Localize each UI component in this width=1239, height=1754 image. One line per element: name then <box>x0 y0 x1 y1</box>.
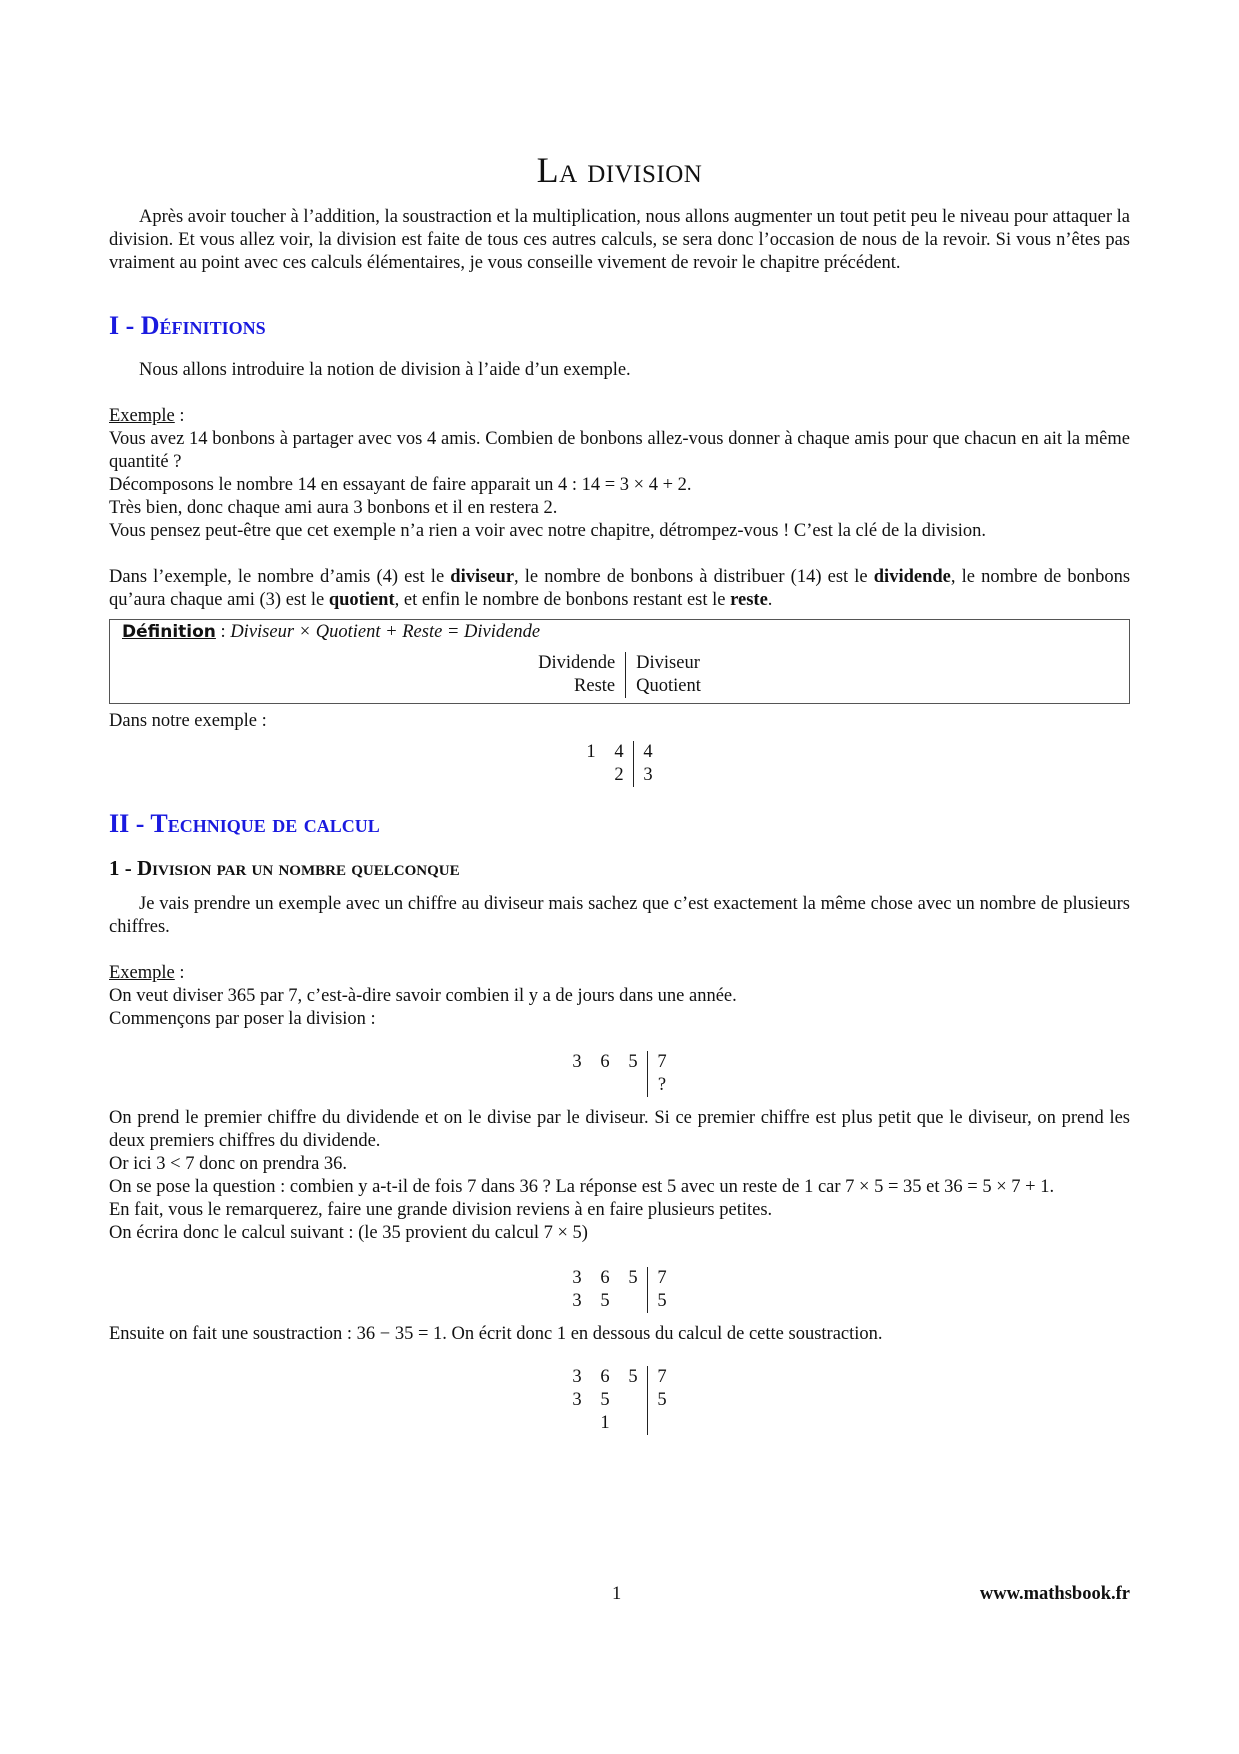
explain-line-1: On prend le premier chiffre du dividende et on le divise par le diviseur. Si ce premier chiffre est plus petit que le diviseur, on prend les deux premiers chiffres du dividende. <box>109 1108 1130 1151</box>
definition-formula: Diviseur × Quotient + Reste = Dividende <box>230 622 541 642</box>
example-intro: Dans notre exemple : <box>109 711 267 731</box>
example-label-line: Exemple : <box>109 406 185 426</box>
example2-line-2: Commençons par poser la division : <box>109 1009 376 1029</box>
terms-paragraph: Dans l’exemple, le nombre d’amis (4) est le diviseur, le nombre de bonbons à distribuer (14) est le dividende, le nombre de bonbons qu’aura chaque ami (3) est le quotient, et enfin le nombre de bonbons restant est le reste. <box>109 567 1131 610</box>
division-step-1: 3 6 5 7 ? <box>563 1051 676 1097</box>
term-dividende: dividende <box>873 567 951 587</box>
section1-intro: Nous allons introduire la notion de division à l’aide d’un exemple. <box>139 360 631 380</box>
example-division: 1 4 4 2 3 <box>577 741 662 787</box>
definition-label: Définition <box>122 622 216 642</box>
example-label: Exemple <box>109 406 175 426</box>
explain-line-3: On se pose la question : combien y a-t-il de fois 7 dans 36 ? La réponse est 5 avec un reste de 1 car 7 × 5 = 35 et 36 = 5 × 7 + 1. <box>109 1177 1055 1197</box>
explain-line-4: En fait, vous le remarquerez, faire une grande division reviens à en faire plusieurs petites. <box>109 1200 773 1220</box>
section-heading-technique: II - Technique de calcul <box>109 809 380 838</box>
cell-quotient: Quotient <box>636 676 701 696</box>
example-line-1: Vous avez 14 bonbons à partager avec vos 4 amis. Combien de bonbons allez-vous donner à chaque amis pour que chacun en ait la même quantité ? <box>109 429 1130 472</box>
definition-table <box>528 652 711 698</box>
page-content <box>109 150 1130 1445</box>
page-number: 1 <box>612 1584 622 1604</box>
page-title: La division <box>536 150 703 190</box>
term-reste: reste <box>730 590 768 610</box>
definition-box <box>109 619 1130 704</box>
example-line-3: Très bien, donc chaque ami aura 3 bonbons et il en restera 2. <box>109 498 558 518</box>
term-quotient: quotient <box>328 590 395 610</box>
section-heading-definitions: I - Définitions <box>109 311 266 340</box>
example2-line-1: On veut diviser 365 par 7, c’est-à-dire savoir combien il y a de jours dans une année. <box>109 986 737 1006</box>
division-step-2: 3 6 5 7 3 5 5 <box>563 1267 676 1313</box>
term-diviseur: diviseur <box>450 567 515 587</box>
subsection-intro: Je vais prendre un exemple avec un chiffre au diviseur mais sachez que c’est exactement la même chose avec un nombre de plusieurs chiffres. <box>109 894 1130 937</box>
example2-label: Exemple <box>109 963 175 983</box>
definition-line: Définition : Diviseur × Quotient + Reste = Dividende <box>122 622 541 642</box>
explain-line-5: On écrira donc le calcul suivant : (le 35 provient du calcul 7 × 5) <box>109 1223 588 1243</box>
explain-line-2: Or ici 3 < 7 donc on prendra 36. <box>109 1154 348 1174</box>
division-step-3: 3 6 5 7 3 5 5 1 <box>563 1366 676 1435</box>
intro-paragraph: Après avoir toucher à l’addition, la soustraction et la multiplication, nous allons augmenter un tout petit peu le niveau pour attaquer la division. Et vous allez voir, la division est faite de tous ces autres calculs, se sera donc l’occasion de nous de la revoir. Si vous n’êtes pas vraiment au point avec ces calculs élémentaires, je vous conseille vivement de revoir le chapitre précédent. <box>109 207 1131 273</box>
cell-reste: Reste <box>528 675 626 698</box>
cell-dividende: Dividende <box>528 652 626 675</box>
example-line-2: Décomposons le nombre 14 en essayant de faire apparait un 4 : 14 = 3 × 4 + 2. <box>109 475 692 495</box>
example2-label-line: Exemple : <box>109 963 185 983</box>
subtraction-line: Ensuite on fait une soustraction : 36 − 35 = 1. On écrit donc 1 en dessous du calcul de cette soustraction. <box>109 1324 883 1344</box>
example-line-4: Vous pensez peut-être que cet exemple n’a rien a voir avec notre chapitre, détrompez-vous ! C’est la clé de la division. <box>109 521 987 541</box>
cell-diviseur: Diviseur <box>636 653 700 673</box>
website-link[interactable]: www.mathsbook.fr <box>979 1584 1130 1604</box>
subsection-heading: 1 - Division par un nombre quelconque <box>109 856 460 880</box>
